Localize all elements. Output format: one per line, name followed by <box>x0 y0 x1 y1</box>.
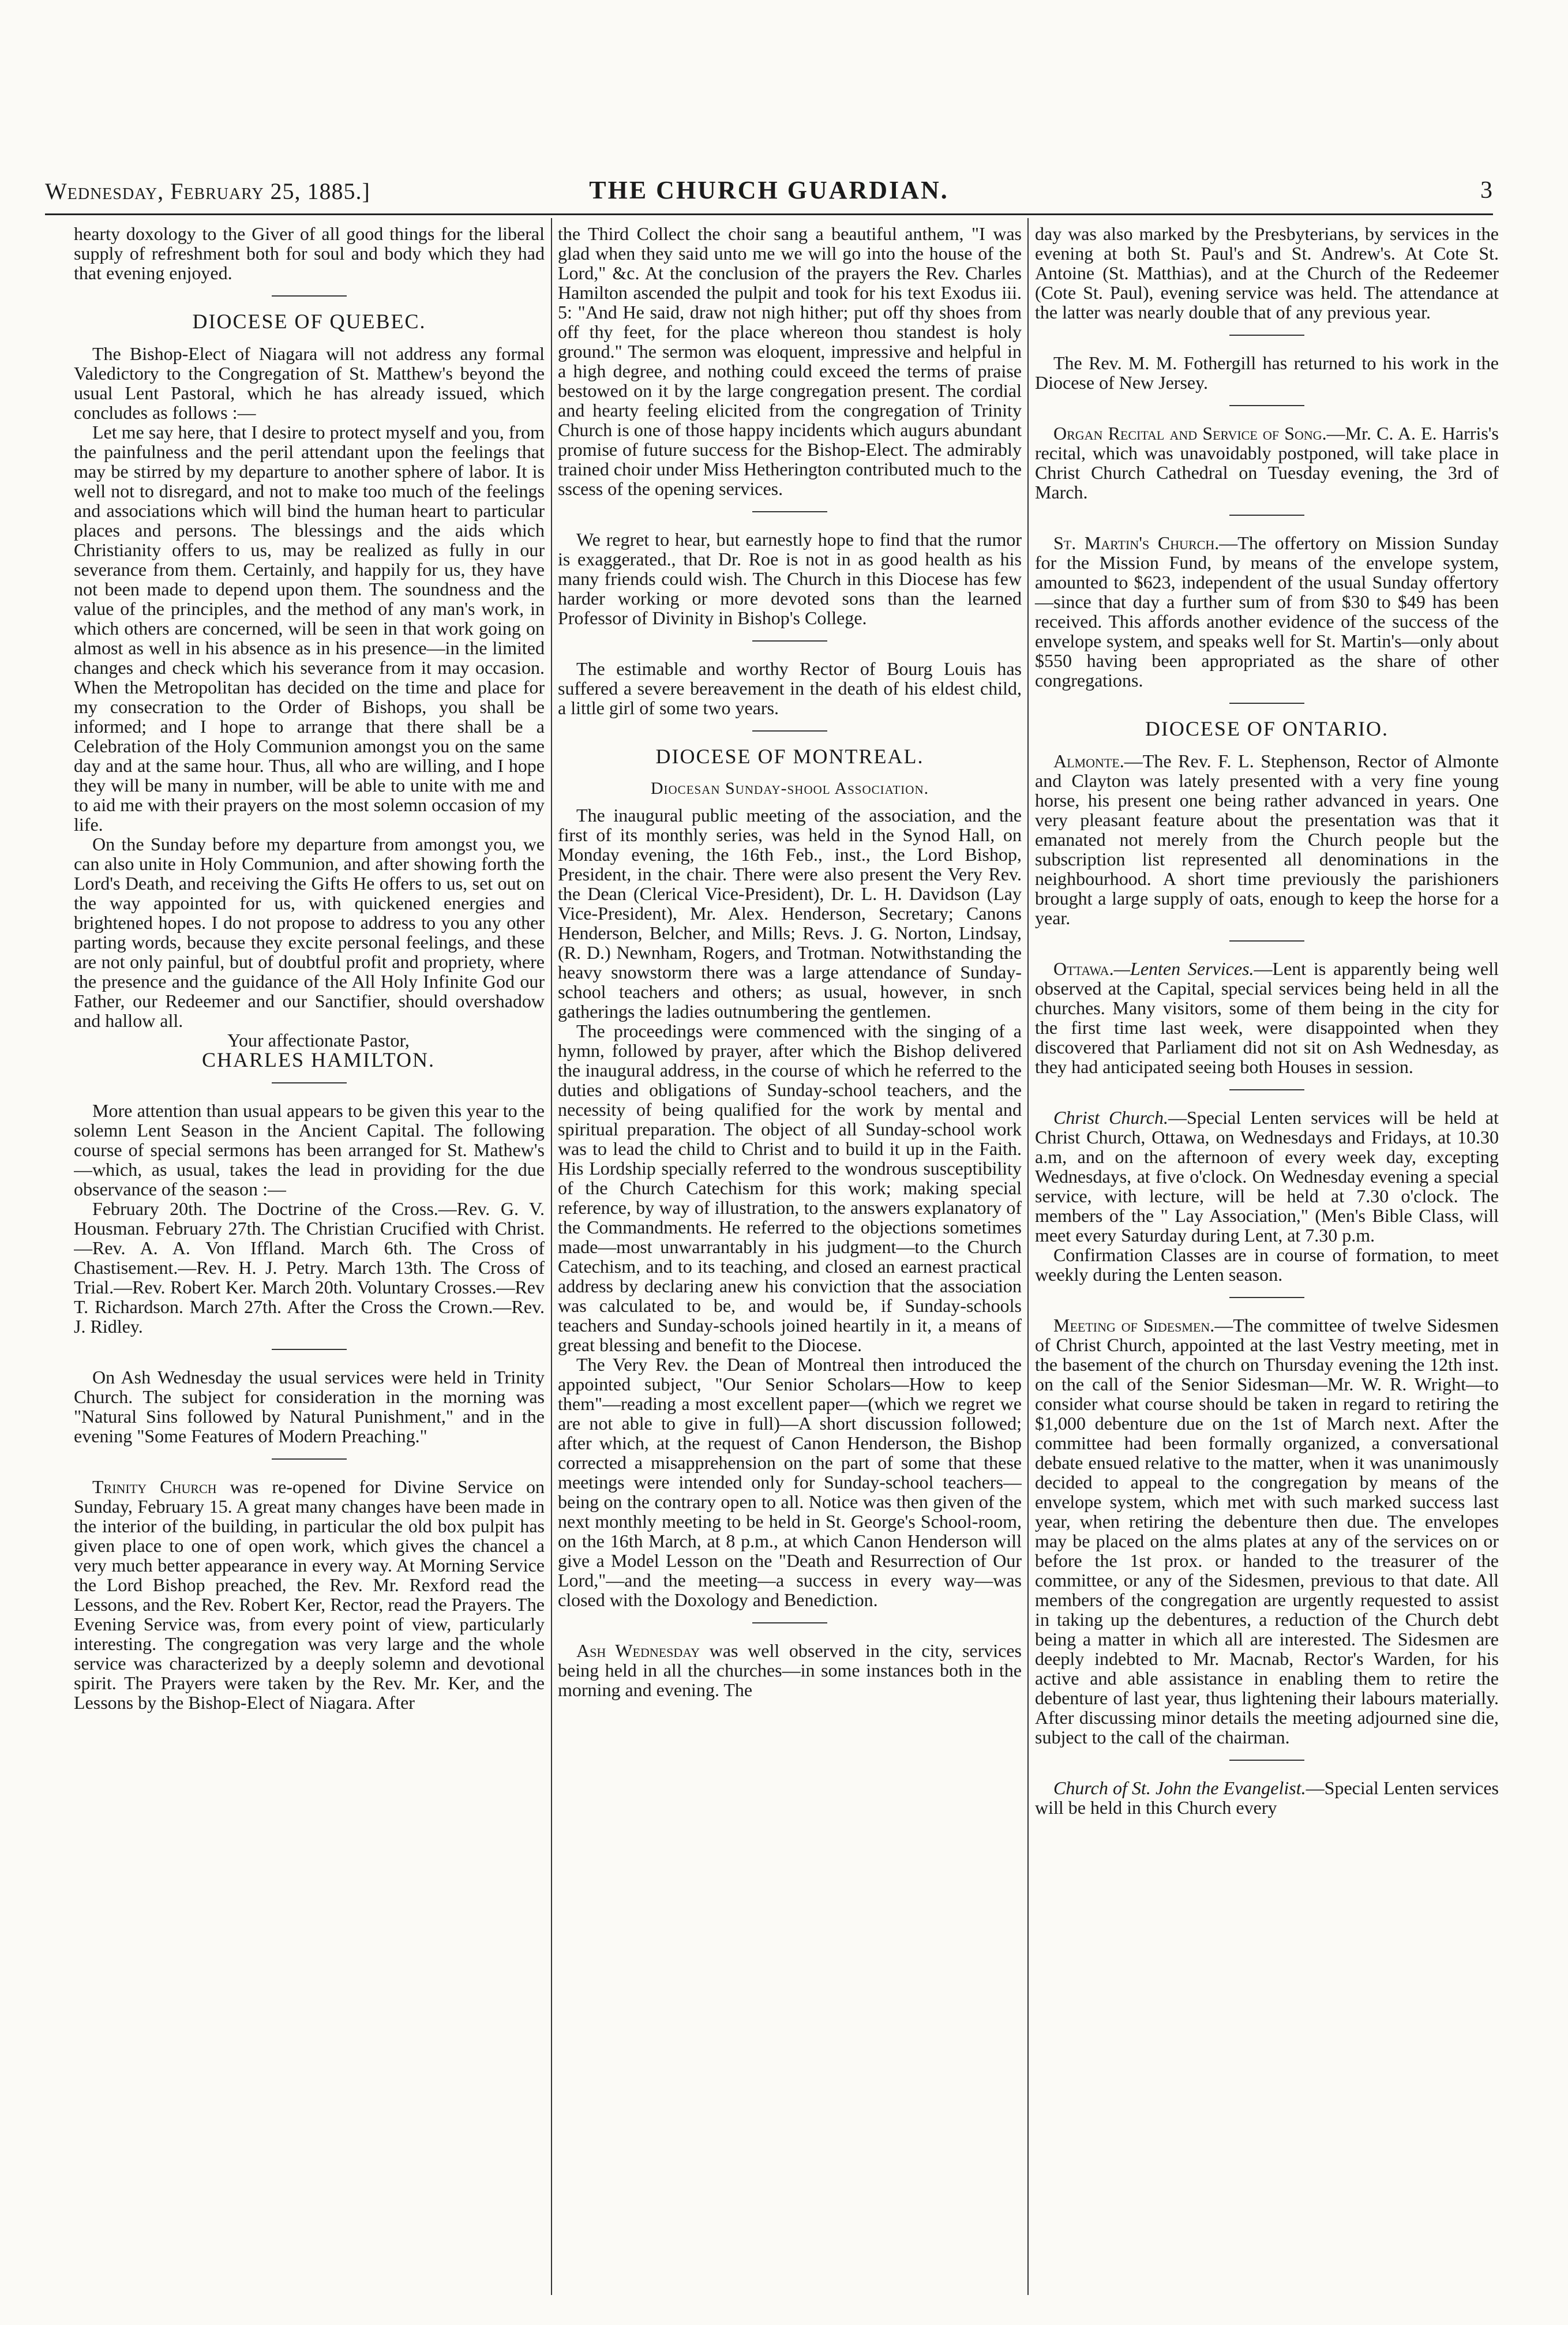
paragraph <box>1035 751 1499 928</box>
paragraph-body: —Mr. C. A. E. Harris's recital, which was unavoidably postponed, will take place in Christ Church Cathedral on Tuesday evening, the 3rd of March. <box>1035 423 1499 502</box>
separator-rule <box>1229 703 1304 704</box>
letter-signature: CHARLES HAMILTON. <box>201 1048 436 1071</box>
separator-rule <box>1229 335 1304 336</box>
separator-rule <box>272 1349 347 1350</box>
masthead <box>45 175 1493 210</box>
paragraph: The Bishop-Elect of Niagara will not address any formal Valedictory to the Congregation of St. Matthew's beyond the usual Lent Pastoral, which he has already issued, which concludes as follows :— <box>74 343 545 423</box>
paragraph <box>1035 533 1499 690</box>
page-number: 3 <box>1480 177 1493 204</box>
subsection-heading: Diocesan Sunday-shool Association. <box>650 779 929 798</box>
section-heading-ontario: DIOCESE OF ONTARIO. <box>1145 717 1389 740</box>
paragraph-body: —The committee of twelve Sidesmen of Christ Church, appointed at the last Vestry meeting, met in the basement of the church on Thursday evening the 12th inst. on the call of the Senior Sidesman—Mr. W. R. Wright—to consider what course should be taken in regard to retiring the $1,000 debenture due on the 1st of March next. After the committee had been formally organized, a conversational debate ensued relative to the matter, when it was unanimously decided to appeal to the congregation by means of the envelope system, which met with such marked success last year, when retiring the debenture then due. The envelopes may be placed on the alms plates at any of the services on or before the 1st prox. or handed to the treasurer of the committee, or any of the Sidesmen, previous to that date. All members of the congregation are urgently requested to assist in taking up the debentures, a reduction of the Church debt being a matter in which all are interested. The Sidesmen are deeply indebted to Mr. Macnab, Rector's Warden, for his active and able assistance in enabling them to retire the debenture of last year, thus lightening their labours materially. After discussing minor details the meeting adjourned sine die, subject to the call of the chairman. <box>1035 1315 1499 1747</box>
letter-closing: Your affectionate Pastor, <box>227 1030 410 1051</box>
paragraph-body: —Lent is apparently being well observed at the Capital, special services being held in all the churches. Many visitors, some of them being in the city for the first time last week, were disappointed when they discovered that Parliament did not sit on Ash Wednesday, as they had anticipated seeing both Houses in session. <box>1035 958 1499 1077</box>
paragraph: We regret to hear, but earnestly hope to find that the rumor is exaggerated., that Dr. Roe is not in as good health as his many friends could wish. The Church in this Diocese has few harder working or more devoted sons than the learned Professor of Divinity in Bishop's College. <box>558 529 1022 628</box>
paragraph: The estimable and worthy Rector of Bourg Louis has suffered a severe bereavement in the death of his eldest child, a little girl of some two years. <box>558 658 1022 718</box>
column-3 <box>1029 224 1499 2295</box>
column-2 <box>552 224 1022 2295</box>
paragraph <box>1035 1778 1499 1817</box>
paragraph: On the Sunday before my departure from amongst you, we can also unite in Holy Communion, and after showing forth the Lord's Death, and receiving the Gifts He offers to us, set out on the way appointed for us, with quickened energies and brightened hopes. I do not propose to address to you any other parting words, because they excite personal feelings, and these are not only painful, but of doubtful profit and propriety, where the presence and the guidance of the All Holy Infinite God our Father, our Redeemer and our Sanctifier, should overshadow and hallow all. <box>74 834 545 1031</box>
column-divider <box>1027 218 1029 2295</box>
separator-rule <box>1229 1760 1304 1761</box>
paragraph-body: —The Rev. F. L. Stephenson, Rector of Almonte and Clayton was lately presented with a very fine young horse, his present one being rather advanced in years. One very pleasant feature about the presentation was that it emanated not merely from the Church people but the subscription list represented all denominations in the neighbourhood. A short time previously the parishioners brought a large supply of oats, enough to keep the horse for a year. <box>1035 751 1499 928</box>
separator-rule <box>1229 940 1304 942</box>
separator-rule <box>1229 1089 1304 1090</box>
sermon-schedule: February 20th. The Doctrine of the Cross.—Rev. G. V. Housman. February 27th. The Christian Crucified with Christ.—Rev. A. A. Von Iffland. March 6th. The Cross of Chastisement.—Rev. H. J. Petry. March 13th. The Cross of Trial.—Rev. Robert Ker. March 20th. Voluntary Crosses.—Rev T. Richardson. March 27th. After the Cross the Crown.—Rev. J. Ridley. <box>74 1198 545 1337</box>
paragraph-body: —Special Lenten services will be held in this Church every <box>1035 1777 1499 1818</box>
paragraph-subtitle: —Lenten Services. <box>1113 958 1254 979</box>
separator-rule <box>1229 405 1304 406</box>
masthead-title: THE CHURCH GUARDIAN. <box>589 176 949 204</box>
paragraph <box>558 1641 1022 1700</box>
paragraph-lead: Trinity Church <box>92 1476 217 1497</box>
paragraph-body: was re-opened for Divine Service on Sunday, February 15. A great many changes have been made in the interior of the building, in particular the old box pulpit has given place to one of open work, which gives the chancel a very much better appearance in every way. At Morning Service the Lord Bishop preached, the Rev. Mr. Rexford read the Lessons, and the Rev. Robert Ker, Rector, read the Prayers. The Evening Service was, from every point of view, particularly interesting. The congregation was very large and the whole service was characterized by a deeply solemn and devotional spirit. The Prayers were taken by the Rev. Mr. Ker, and the Lessons by the Bishop-Elect of Niagara. After <box>74 1476 545 1713</box>
paragraph: the Third Collect the choir sang a beautiful anthem, "I was glad when they said unto me we will go into the house of the Lord," &c. At the conclusion of the prayers the Rev. Charles Hamilton ascended the pulpit and took for his text Exodus iii. 5: "And He said, draw not nigh hither; put off thy shoes from off thy feet, for the place whereon thou standest is holy ground." The sermon was eloquent, impressive and helpful in a high degree, and nothing could exceed the terms of praise bestowed on it by the large congregation present. The cordial and hearty feeling elicited from the congregation of Trinity Church is one of those happy incidents which augurs abundant promise of future success for the Bishop-Elect. The admirably trained choir under Miss Hetherington contributed much to the sscess of the opening services. <box>558 224 1022 499</box>
paragraph: More attention than usual appears to be given this year to the solemn Lent Season in the Ancient Capital. The following course of special sermons has been arranged for St. Mathew's—which, as usual, takes the lead in providing for the due observance of the season :— <box>74 1100 545 1199</box>
paragraph-lead: Christ Church. <box>1053 1107 1168 1128</box>
paragraph-body: —The offertory on Mission Sunday for the Mission Fund, by means of the envelope system, amounted to $623, independent of the usual Sunday offertory—since that day a further sum of from $30 to $49 has been received. This affords another evidence of the success of the envelope system, and speaks well for St. Martin's—only about $550 having been appropriated as the share of other congregations. <box>1035 532 1499 691</box>
paragraph <box>74 1477 545 1712</box>
paragraph-lead: Almonte. <box>1053 751 1124 771</box>
paragraph: The proceedings were commenced with the singing of a hymn, followed by prayer, after which the Bishop delivered the inaugural address, in the course of which he referred to the duties and obligations of Sunday-school teachers, and the necessity of being qualified for the work by mental and spiritual preparation. The object of all Sunday-school work was to lead the child to Christ and to build it up in the Faith. His Lordship specially referred to the wondrous susceptibility of the Church Catechism for this work; making special reference, by way of illustration, to the answers explanatory of the Commandments. He referred to the objections sometimes made—most unwarrantably in his judgment—to the Church Catechism, and to its teaching, and closed an earnest practical address by declaring anew his conviction that the association was calculated to be, and would be, if Sunday-schools teachers and Sunday-schools joined heartily in it, a means of great blessing and benefit to the Diocese. <box>558 1021 1022 1355</box>
paragraph-lead: Ottawa. <box>1053 958 1114 979</box>
section-heading-quebec: DIOCESE OF QUEBEC. <box>192 310 426 333</box>
separator-rule <box>272 1458 347 1460</box>
paragraph: Let me say here, that I desire to protect myself and you, from the painfulness and the peril attendant upon the feelings that may be stirred by my departure to another sphere of labor. It is well not to disregard, and not to make too much of the feelings and associations which will bind the human heart to particular places and persons. The blessings and the aids which Christianity offers to us, may be realized as fully in our severance from them. Certainly, and happily for us, they have not been made to depend upon them. The soundness and the value of the principles, and the method of any man's work, in which others are concerned, will be seen in that work going on almost as well in his absence as in his presence—in the limited changes and check which his severance from it may occasion. When the Metropolitan has decided on the time and place for my consecration to the Order of Bishops, you shall be informed; and I hope to arrange that there shall be a Celebration of the Holy Communion amongst you on the same day and at the same hour. Thus, all who are willing, and I hope they will be many in number, will be able to unite with me and to aid me with their prayers on the most solemn occasion of my life. <box>74 422 545 835</box>
separator-rule <box>752 640 827 642</box>
separator-rule <box>272 1082 347 1083</box>
separator-rule <box>752 730 827 732</box>
separator-rule <box>1229 515 1304 516</box>
section-heading-montreal: DIOCESE OF MONTREAL. <box>655 745 924 768</box>
paragraph: The inaugural public meeting of the association, and the first of its monthly series, was held in the Synod Hall, on Monday evening, the 16th Feb., inst., the Lord Bishop, President, in the chair. There were also present the Very Rev. the Dean (Clerical Vice-President), Dr. L. H. Davidson (Lay Vice-President), Mr. Alex. Henderson, Secretary; Canons Henderson, Belcher, and Mills; Revs. J. G. Norton, Lindsay, (R. D.) Newnham, Rogers, and Trotman. Notwithstanding the heavy snowstorm there was a large attendance of Sunday-school teachers and others; as usual, however, in snch gatherings the ladies outnumbering the gentlemen. <box>558 805 1022 1022</box>
separator-rule <box>752 511 827 512</box>
paragraph-lead: Church of St. John the Evangelist. <box>1053 1777 1306 1798</box>
paragraph <box>1035 1108 1499 1245</box>
paragraph <box>1035 1315 1499 1747</box>
paragraph: hearty doxology to the Giver of all good things for the liberal supply of refreshment both for soul and body which they had that evening enjoyed. <box>74 224 545 283</box>
separator-rule <box>752 1622 827 1623</box>
header-rule <box>45 213 1493 215</box>
paragraph-lead: Organ Recital and Service of Song. <box>1053 423 1327 444</box>
paragraph: On Ash Wednesday the usual services were held in Trinity Church. The subject for consideration in the morning was "Natural Sins followed by Natural Punishment," and in the evening "Some Features of Modern Preaching." <box>74 1367 545 1446</box>
paragraph <box>1035 423 1499 502</box>
separator-rule <box>272 295 347 297</box>
paragraph-body: —Special Lenten services will be held at Christ Church, Ottawa, on Wednesdays and Fridays, at 10.30 a.m, and on the afternoon of every week day, excepting Wednesdays, at five o'clock. On Wednesday evening a special service, with lecture, will be held at 7.30 o'clock. The members of the " Lay Association," (Men's Bible Class, will meet every Saturday during Lent, at 7.30 p.m. <box>1035 1107 1499 1246</box>
paragraph: Confirmation Classes are in course of formation, to meet weekly during the Lenten season. <box>1035 1244 1499 1285</box>
paragraph: The Very Rev. the Dean of Montreal then introduced the appointed subject, "Our Senior Scholars—How to keep them"—reading a most excellent paper—(which we regret we are not able to give in full)—A short discussion followed; after which, at the request of Canon Henderson, the Bishop corrected a misapprehension on the part of some that these meetings were intended only for Sunday-school teachers—being on the contrary open to all. Notice was then given of the next monthly meeting to be held in St. George's School-room, on the 16th March, at 8 p.m., at which Canon Henderson will give a Model Lesson on the "Death and Resurrection of Our Lord,"—and the meeting—a success in every way—was closed with the Doxology and Benediction. <box>558 1354 1022 1610</box>
masthead-date: Wednesday, February 25, 1885.] <box>45 178 370 204</box>
paragraph-body: was well observed in the city, services being held in all the churches—in some instances both in the morning and evening. The <box>558 1640 1022 1700</box>
paragraph: The Rev. M. M. Fothergill has returned to his work in the Diocese of New Jersey. <box>1035 352 1499 393</box>
paragraph-lead: St. Martin's Church. <box>1053 532 1220 553</box>
paragraph <box>1035 959 1499 1077</box>
paragraph: day was also marked by the Presbyterians, by services in the evening at both St. Paul's and St. Andrew's. At Cote St. Antoine (St. Matthias), and at the Church of the Redeemer (Cote St. Paul), evening service was held. The attendance at the latter was nearly double that of any previous year. <box>1035 224 1499 322</box>
paragraph-lead: Meeting of Sidesmen. <box>1053 1315 1215 1336</box>
column-1 <box>74 224 545 2295</box>
paragraph-lead: Ash Wednesday <box>576 1640 700 1661</box>
separator-rule <box>1229 1297 1304 1298</box>
